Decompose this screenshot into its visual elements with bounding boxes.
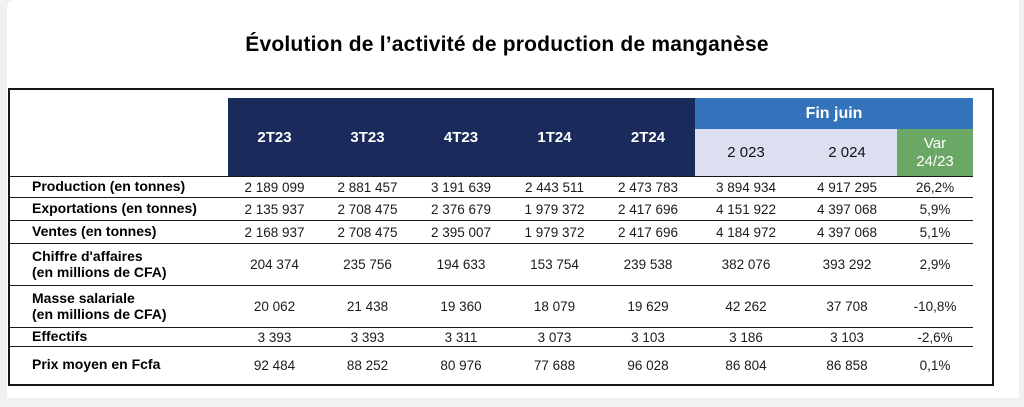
cell-exportations-2t24: 2 417 696 bbox=[601, 198, 695, 221]
cell-prix-2024: 86 858 bbox=[826, 357, 868, 373]
cell-production-var: 26,2% bbox=[897, 177, 973, 198]
cell-prix-3t23: 88 252 bbox=[346, 357, 389, 373]
cell-effectifs-2023: 3 186 bbox=[695, 328, 797, 347]
row-label-text: Prix moyen en Fcfa bbox=[32, 356, 161, 373]
cell-effectifs-2024: 3 103 bbox=[797, 328, 897, 347]
cell-prix-var: 0,1% bbox=[919, 357, 951, 373]
cell-effectifs-2t23: 3 393 bbox=[228, 328, 321, 347]
cell-production-2t23: 2 189 099 bbox=[228, 177, 321, 198]
col-header-4t23: 4T23 bbox=[414, 98, 508, 177]
cell-masse-3t23: 21 438 bbox=[321, 286, 414, 328]
cell-masse-2024: 37 708 bbox=[797, 286, 897, 328]
row-label-masse-salariale bbox=[10, 286, 228, 328]
cell-exportations-1t24: 1 979 372 bbox=[508, 198, 601, 221]
row-sublabel-text: (en millions de CFA) bbox=[32, 305, 167, 322]
cell-prix-4t23: 80 976 bbox=[440, 357, 482, 373]
cell-chiffre-4t23: 194 633 bbox=[414, 244, 508, 286]
cell-exportations-3t23: 2 708 475 bbox=[321, 198, 414, 221]
cell-chiffre-3t23: 235 756 bbox=[321, 244, 414, 286]
row-label-text: Masse salariale bbox=[32, 290, 135, 306]
row-label-text: Chiffre d'affaires bbox=[32, 248, 143, 264]
cell-prix-2t24: 96 028 bbox=[627, 357, 669, 373]
cell-ventes-4t23: 2 395 007 bbox=[414, 221, 508, 244]
row-label-text: Production (en tonnes) bbox=[32, 178, 186, 195]
cell-exportations-4t23: 2 376 679 bbox=[414, 198, 508, 221]
cell-ventes-2t23: 2 168 937 bbox=[228, 221, 321, 244]
row-label-prix-moyen bbox=[10, 347, 228, 383]
row-label-text: Effectifs bbox=[32, 328, 88, 345]
cell-chiffre-2023: 382 076 bbox=[695, 244, 797, 286]
header-corner-empty bbox=[10, 98, 228, 177]
cell-exportations-2024: 4 397 068 bbox=[797, 198, 897, 221]
cell-ventes-2t24: 2 417 696 bbox=[601, 221, 695, 244]
cell-chiffre-2024: 393 292 bbox=[797, 244, 897, 286]
row-label-chiffre-affaires bbox=[10, 244, 228, 286]
col-header-2t24: 2T24 bbox=[601, 98, 695, 177]
cell-effectifs-var: -2,6% bbox=[897, 328, 973, 347]
row-sublabel-text: (en millions de CFA) bbox=[32, 263, 167, 280]
col-group-header-fin-juin: Fin juin bbox=[695, 98, 973, 129]
cell-masse-2t24: 19 629 bbox=[601, 286, 695, 328]
cell-ventes-2023: 4 184 972 bbox=[695, 221, 797, 244]
cell-production-3t23: 2 881 457 bbox=[321, 177, 414, 198]
cell-production-2023: 3 894 934 bbox=[695, 177, 797, 198]
row-label-ventes bbox=[10, 221, 228, 244]
var-header-line1: Var bbox=[923, 134, 947, 152]
cell-chiffre-2t23: 204 374 bbox=[228, 244, 321, 286]
cell-production-1t24: 2 443 511 bbox=[508, 177, 601, 198]
table-grid bbox=[10, 98, 973, 383]
document-page bbox=[7, 0, 1019, 398]
cell-masse-var: -10,8% bbox=[897, 286, 973, 328]
cell-chiffre-2t24: 239 538 bbox=[601, 244, 695, 286]
cell-masse-1t24: 18 079 bbox=[508, 286, 601, 328]
cell-effectifs-1t24: 3 073 bbox=[508, 328, 601, 347]
cell-effectifs-2t24: 3 103 bbox=[601, 328, 695, 347]
cell-masse-4t23: 19 360 bbox=[414, 286, 508, 328]
row-label-exportations bbox=[10, 198, 228, 221]
cell-prix-1t24: 77 688 bbox=[533, 357, 576, 373]
cell-exportations-2023: 4 151 922 bbox=[695, 198, 797, 221]
cell-effectifs-3t23: 3 393 bbox=[321, 328, 414, 347]
row-label-production bbox=[10, 177, 228, 198]
col-header-2024: 2 024 bbox=[797, 129, 897, 177]
cell-ventes-2024: 4 397 068 bbox=[797, 221, 897, 244]
cell-effectifs-4t23: 3 311 bbox=[414, 328, 508, 347]
var-header-line2: 24/23 bbox=[916, 152, 954, 170]
cell-ventes-var: 5,1% bbox=[897, 221, 973, 244]
cell-production-2t24: 2 473 783 bbox=[601, 177, 695, 198]
cell-chiffre-var: 2,9% bbox=[897, 244, 973, 286]
row-label-text: Ventes (en tonnes) bbox=[32, 223, 157, 240]
page-title: Évolution de l’activité de production de manganèse bbox=[245, 33, 769, 56]
col-header-3t23: 3T23 bbox=[321, 98, 414, 177]
col-header-var-24-23 bbox=[897, 129, 973, 177]
cell-production-2024: 4 917 295 bbox=[797, 177, 897, 198]
cell-ventes-1t24: 1 979 372 bbox=[508, 221, 601, 244]
col-header-1t24: 1T24 bbox=[508, 98, 601, 177]
cell-ventes-3t23: 2 708 475 bbox=[321, 221, 414, 244]
cell-exportations-2t23: 2 135 937 bbox=[228, 198, 321, 221]
col-header-2023: 2 023 bbox=[695, 129, 797, 177]
cell-production-4t23: 3 191 639 bbox=[414, 177, 508, 198]
cell-masse-2t23: 20 062 bbox=[228, 286, 321, 328]
cell-exportations-var: 5,9% bbox=[897, 198, 973, 221]
cell-masse-2023: 42 262 bbox=[695, 286, 797, 328]
row-label-effectifs bbox=[10, 328, 228, 347]
row-label-text: Exportations (en tonnes) bbox=[32, 200, 197, 217]
col-header-2t23: 2T23 bbox=[228, 98, 321, 177]
cell-prix-2023: 86 804 bbox=[725, 357, 767, 373]
cell-chiffre-1t24: 153 754 bbox=[508, 244, 601, 286]
cell-prix-2t23: 92 484 bbox=[253, 357, 296, 373]
production-table bbox=[8, 88, 994, 386]
